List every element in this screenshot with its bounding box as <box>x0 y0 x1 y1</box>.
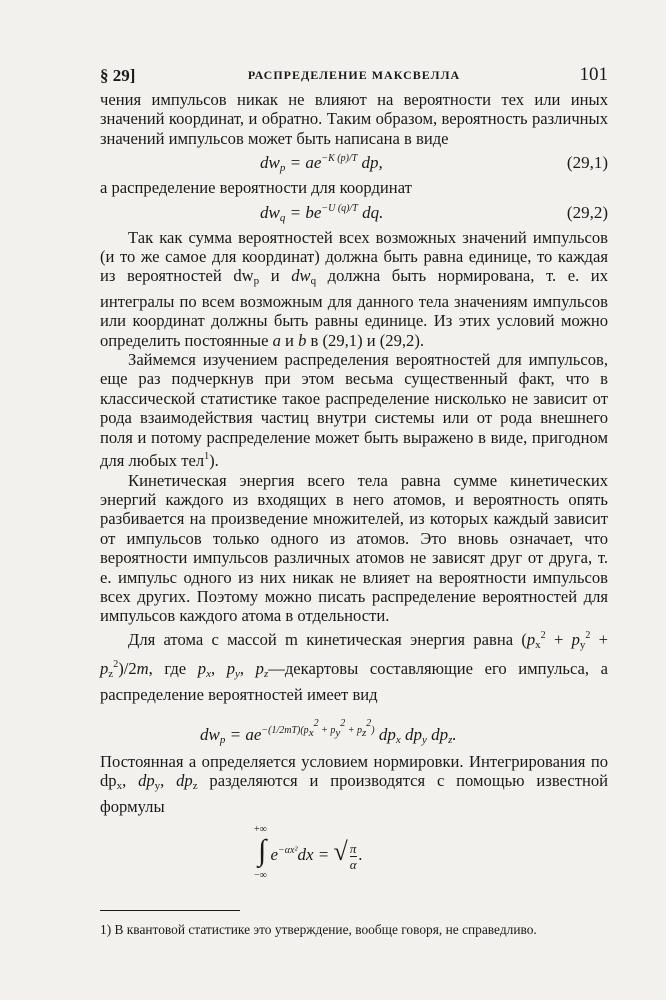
equation-29-2-number: (29,2) <box>566 202 608 222</box>
paragraph-5: Кинетическая энергия всего тела равна сумме кинетических энергий каждого из входящих в него атомов, и вероятность опять разбивается на произведение множителей, из которых каждый зависит от импульсов только одного из атомов. Это вновь означает, что вероятности импульсов различных атомов не зависят друг от друга, т. е. импульс одного из них никак не влияет на вероятности импульсов всех других. Поэтому можно писать распределение вероятностей для импульсов каждого атома в отдельности. <box>100 470 608 626</box>
equation-29-2 <box>100 198 608 228</box>
footnote-divider <box>100 910 240 911</box>
page-header <box>100 60 608 90</box>
section-number: § 29] <box>100 66 136 85</box>
paragraph-4: Займемся изучением распределения вероятностей для импульсов, еще раз подчеркнув при этом весьма существенный факт, что в классической статистике такое распределение нисколько не зависит от рода взаимодействия частиц внутри системы или от рода внешнего поля и потому распределение может быть выражено в виде, пригодном для любых тел$^1$). <box>100 350 608 471</box>
equation-29-2-formula: $dw_q = be^{-U (q)/T}$ dq. <box>260 202 384 224</box>
book-page <box>100 60 608 939</box>
equation-maxwell-formula: $dw_p = ae^{-(1/2mT)(p_x^2 + p_y^2 + p_z^2)}$ $dp_x$ $dp_y$ $dp_z$. <box>200 717 457 746</box>
equation-gauss-integral-formula: ∫ +∞ −∞ $e^{-\alpha x^2}dx$ = √ $\frac{\pi}{\alpha}$ . <box>254 824 363 882</box>
footnote-text: В квантовой статистике это утверждение, вообще говоря, не справедливо. <box>114 922 537 938</box>
equation-maxwell <box>100 704 608 752</box>
page-number: 101 <box>579 64 608 85</box>
equation-29-1-formula: $dw_p = ae^{-K (p)/T}$ dp, <box>260 153 383 175</box>
equation-gauss-integral <box>100 816 608 888</box>
paragraph-1: чения импульсов никак не влияют на вероятности тех или иных значений координат, и обратно. Таким образом, вероятность различных значений импульсов может быть написана в виде <box>100 90 608 148</box>
paragraph-6: Для атома с массой m кинетическая энергия равна $(p_x^2 + p_y^2 + p_z^2)/2m$, где $p_x$, $p_y$, $p_z—декартовы$ составляющие его импульса, а распределение вероятностей имеет вид <box>100 629 609 704</box>
running-title: РАСПРЕДЕЛЕНИЕ МАКСВЕЛЛА <box>247 68 461 82</box>
paragraph-3: Так как сумма вероятностей всех возможных значений импульсов (и то же самое для координат) должна быть равна единице, то каждая из вероятностей $dw_p$ и $dw_q$ должна быть нормирована, т. е. их интегралы по всем возможным для данного тела значениям импульсов или координат должны быть равны единице. Из этих условий можно определить постоянные a и b в (29,1) и (29,2). <box>100 227 608 350</box>
footnote-marker: 1) <box>100 922 112 938</box>
equation-29-1-number: (29,1) <box>566 153 608 173</box>
paragraph-7: Постоянная a определяется условием нормировки. Интегрирования по $dp_x$, $dp_y$, $dp_z$ разделяются и производятся с помощью известной формулы <box>100 751 609 816</box>
equation-29-1 <box>100 148 608 178</box>
footnote <box>100 921 608 939</box>
paragraph-2: а распределение вероятности для координат <box>100 178 412 198</box>
